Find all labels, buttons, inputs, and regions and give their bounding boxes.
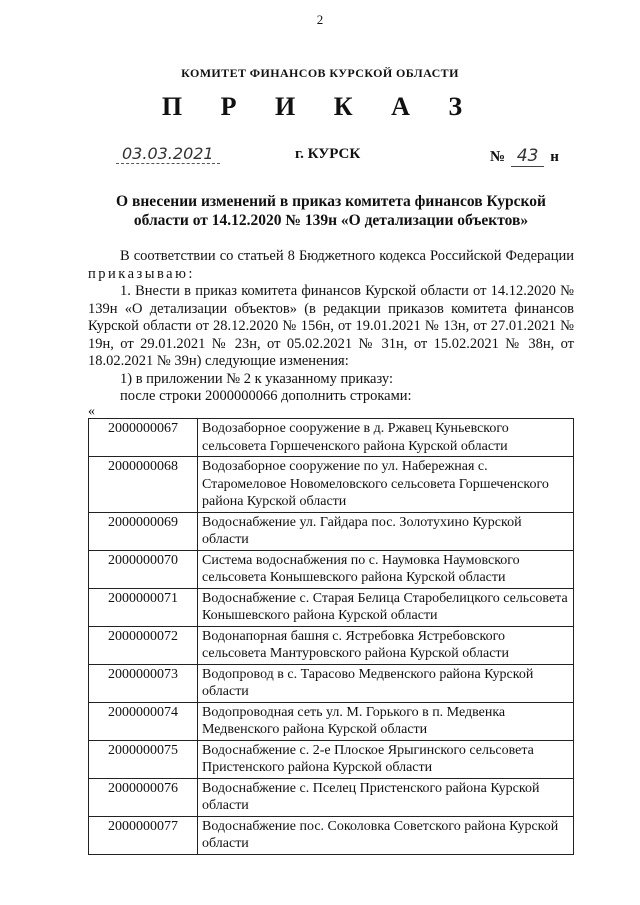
order-city: г. КУРСК: [295, 146, 361, 162]
paragraph-basis: [88, 248, 574, 283]
opening-quote: «: [88, 404, 95, 419]
order-meta-row: [110, 142, 580, 170]
page-number: 2: [316, 12, 324, 27]
objects-table: [88, 418, 574, 855]
object-name: Водоснабжение с. Пселец Пристенского района Курской области: [198, 778, 574, 816]
table-row: [89, 457, 574, 513]
table-row: [89, 550, 574, 588]
object-code: 2000000072: [89, 626, 198, 664]
order-number-value: 43: [511, 146, 545, 167]
object-name: Водоснабжение ул. Гайдара пос. Золотухино Курской области: [198, 512, 574, 550]
order-date: 03.03.2021: [116, 144, 220, 164]
object-code: 2000000069: [89, 512, 198, 550]
table-row: [89, 419, 574, 457]
table-row: [89, 778, 574, 816]
order-verb: приказываю:: [88, 265, 195, 282]
order-number: [490, 146, 559, 166]
paragraph-after-row: после строки 2000000066 дополнить строками:: [120, 388, 412, 404]
object-code: 2000000077: [89, 816, 198, 854]
object-code: 2000000074: [89, 702, 198, 740]
object-name: Водозаборное сооружение в д. Ржавец Куньевского сельсовета Горшеченского района Курской области: [198, 419, 574, 457]
object-code: 2000000068: [89, 457, 198, 513]
object-name: Водоснабжение пос. Соколовка Советского района Курской области: [198, 816, 574, 854]
organization-header: КОМИТЕТ ФИНАНСОВ КУРСКОЙ ОБЛАСТИ: [181, 66, 459, 80]
table-row: [89, 664, 574, 702]
order-subject: О внесении изменений в приказ комитета финансов Курской области от 14.12.2020 № 139н «О детализации объектов»: [116, 193, 546, 229]
order-number-suffix: н: [550, 149, 559, 165]
object-code: 2000000075: [89, 740, 198, 778]
object-name: Водоснабжение с. Старая Белица Старобелицкого сельсовета Конышевского района Курской области: [198, 588, 574, 626]
document-title: П Р И К А З: [161, 92, 479, 121]
object-name: Водопровод в с. Тарасово Медвенского района Курской области: [198, 664, 574, 702]
object-name: Водоснабжение с. 2-е Плоское Ярыгинского сельсовета Пристенского района Курской области: [198, 740, 574, 778]
object-code: 2000000071: [89, 588, 198, 626]
object-name: Система водоснабжения по с. Наумовка Наумовского сельсовета Конышевского района Курской области: [198, 550, 574, 588]
paragraph-basis-text: В соответствии со статьей 8 Бюджетного кодекса Российской Федерации: [120, 248, 574, 264]
paragraph-item-1: 1. Внести в приказ комитета финансов Курской области от 14.12.2020 № 139н «О детализации объектов» (в редакции приказов комитета финансов Курской области от 28.12.2020 № 156н, от 19.01.2021 № 13н, от 27.01.2021 № 19н, от 29.01.2021 № 23н, от 05.02.2021 № 31н, от 15.02.2021 № 38н, от 18.02.2021 № 39н) следующие изменения:: [88, 283, 574, 369]
object-name: Водонапорная башня с. Ястребовка Ястребовского сельсовета Мантуровского района Курской области: [198, 626, 574, 664]
table-row: [89, 626, 574, 664]
object-name: Водозаборное сооружение по ул. Набережная с. Старомеловое Новомеловского сельсовета Горшеченского района Курской области: [198, 457, 574, 513]
object-code: 2000000073: [89, 664, 198, 702]
object-code: 2000000076: [89, 778, 198, 816]
order-number-prefix: №: [490, 149, 506, 165]
table-row: [89, 512, 574, 550]
table-row: [89, 740, 574, 778]
order-body: [88, 248, 574, 406]
object-code: 2000000070: [89, 550, 198, 588]
table-row: [89, 588, 574, 626]
object-name: Водопроводная сеть ул. М. Горького в п. Медвенка Медвенского района Курской области: [198, 702, 574, 740]
object-code: 2000000067: [89, 419, 198, 457]
table-row: [89, 702, 574, 740]
table-row: [89, 816, 574, 854]
paragraph-subitem-1: 1) в приложении № 2 к указанному приказу:: [120, 370, 394, 387]
